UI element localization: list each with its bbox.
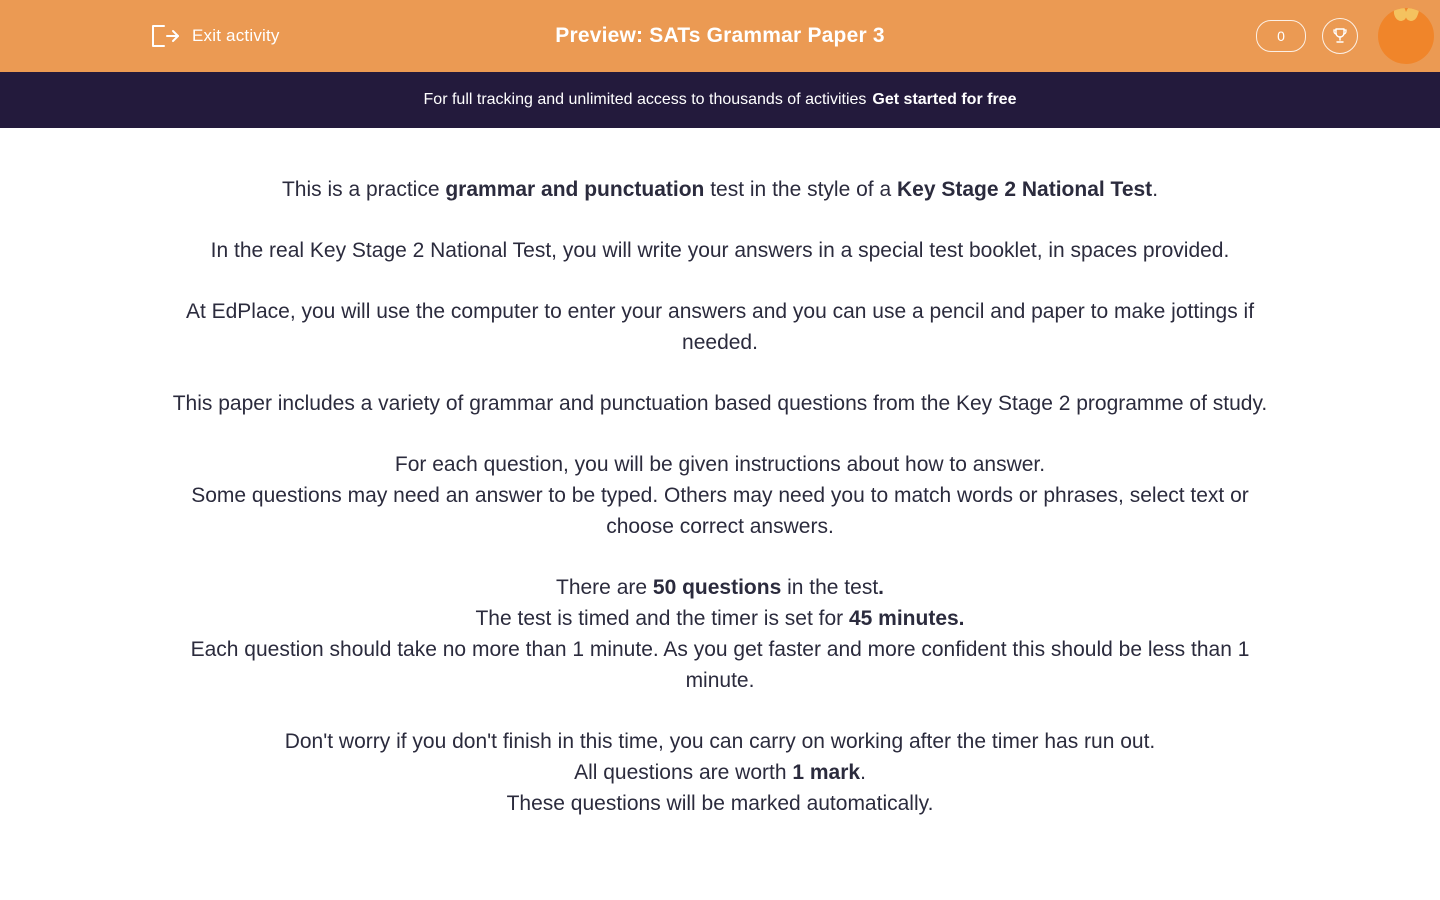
avatar-leaf-right-icon xyxy=(1404,8,1421,23)
exit-activity-label: Exit activity xyxy=(192,26,280,45)
paragraph-question-count xyxy=(160,572,1280,696)
body-text: For each question, you will be given instructions about how to answer. xyxy=(394,453,1046,476)
exit-arrow-icon xyxy=(150,24,180,48)
promo-text: For full tracking and unlimited access to thousands of activities xyxy=(423,91,867,108)
activity-intro-content xyxy=(0,128,1440,819)
page-title: Preview: SATs Grammar Paper 3 xyxy=(555,24,885,47)
body-text: . xyxy=(1152,178,1159,201)
emphasis-text: 45 minutes. xyxy=(848,607,965,630)
body-text: These questions will be marked automatically. xyxy=(506,792,934,815)
body-text: The test is timed and the timer is set for xyxy=(475,607,849,630)
body-text: At EdPlace, you will use the computer to enter your answers and you can use a pencil and paper to make jottings if needed. xyxy=(185,300,1255,354)
body-text: test in the style of a xyxy=(704,178,897,201)
body-text: Some questions may need an answer to be typed. Others may need you to match words or phrases, select text or choose correct answers. xyxy=(191,484,1249,538)
body-text: In the real Key Stage 2 National Test, you will write your answers in a special test booklet, in spaces provided. xyxy=(210,239,1230,262)
top-bar-right-controls xyxy=(1256,0,1440,72)
body-text: Each question should take no more than 1 minute. As you get faster and more confident this should be less than 1 minute. xyxy=(190,638,1250,692)
body-text: in the test xyxy=(781,576,879,599)
exit-activity-button[interactable] xyxy=(150,24,280,48)
paragraph-real-test xyxy=(160,235,1280,266)
body-text: There are xyxy=(556,576,653,599)
paragraph-intro xyxy=(160,174,1280,205)
emphasis-text: 1 mark xyxy=(792,761,861,784)
body-text: This is a practice xyxy=(281,178,446,201)
paragraph-list xyxy=(80,174,1360,819)
get-started-link[interactable]: Get started for free xyxy=(872,91,1017,108)
emphasis-text: grammar and punctuation xyxy=(445,178,705,201)
paragraph-edplace-computer xyxy=(160,296,1280,358)
emphasis-text: . xyxy=(878,576,884,599)
paragraph-paper-includes xyxy=(160,388,1280,419)
avatar[interactable] xyxy=(1378,8,1434,64)
promo-banner xyxy=(0,72,1440,128)
top-bar xyxy=(0,0,1440,72)
trophy-icon[interactable] xyxy=(1322,18,1358,54)
body-text: All questions are worth xyxy=(574,761,793,784)
emphasis-text: 50 questions xyxy=(652,576,782,599)
body-text: Don't worry if you don't finish in this time, you can carry on working after the timer has run out. xyxy=(284,730,1156,753)
paragraph-marking xyxy=(160,726,1280,819)
body-text: This paper includes a variety of grammar and punctuation based questions from the Key Stage 2 programme of study. xyxy=(172,392,1268,415)
paragraph-instructions xyxy=(160,449,1280,542)
emphasis-text: Key Stage 2 National Test xyxy=(896,178,1153,201)
body-text: . xyxy=(860,761,866,784)
score-badge[interactable]: 0 xyxy=(1256,20,1306,52)
